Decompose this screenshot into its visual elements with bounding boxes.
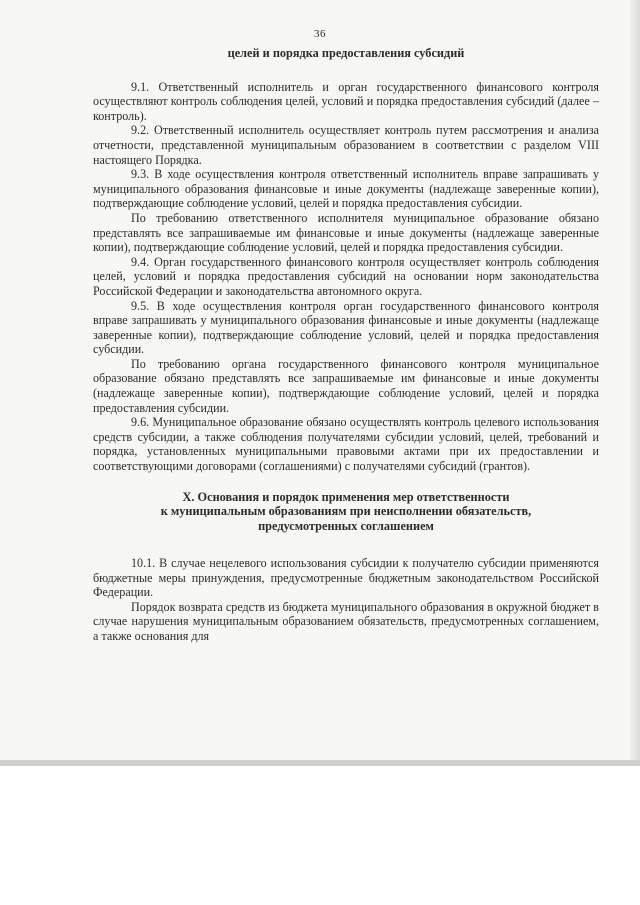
section-x-heading-line-3: предусмотренных соглашением [258, 519, 434, 534]
document-body [93, 46, 599, 644]
scan-edge-right [630, 0, 640, 766]
paragraph-9-2: 9.2. Ответственный исполнитель осуществляет контроль путем рассмотрения и анализа отчетности, представленной муниципальным образованием в соответствии с разделом VIII настоящего Порядка. [93, 123, 599, 167]
paragraph-10-1: 10.1. В случае нецелевого использования субсидии к получателю субсидии применяются бюджетные меры принуждения, предусмотренные бюджетным законодательством Российской Федерации. [93, 556, 599, 600]
paragraph-9-6: 9.6. Муниципальное образование обязано осуществлять контроль целевого использования средств субсидии, а также соблюдения получателями субсидии условий, целей, требований и порядка, установленных муниципальными правовыми актами при их предоставлении и соответствующими договорами (соглашениями) с получателями субсидий (грантов). [93, 415, 599, 474]
paragraph-9-3: 9.3. В ходе осуществления контроля ответственный исполнитель вправе запрашивать у муниципального образования финансовые и иные документы (надлежаще заверенные копии), подтверждающие соблюдение условий, целей и порядка предоставления субсидии. [93, 167, 599, 211]
paragraph-9-3-cont: По требованию ответственного исполнителя муниципальное образование обязано представлять все запрашиваемые им финансовые и иные документы (надлежаще заверенные копии), подтверждающие соблюдение условий, целей и порядка предоставления субсидии. [93, 210, 599, 255]
paragraph-9-5-cont: По требованию органа государственного финансового контроля муниципальное образование обязано представлять все запрашиваемые им финансовые и иные документы (надлежаще заверенные копии), подтверждающие соблюдение условий, целей и порядка предоставления субсидии. [93, 356, 599, 415]
paragraph-9-1: 9.1. Ответственный исполнитель и орган государственного финансового контроля осуществляют контроль соблюдения целей, условий и порядка предоставления субсидий (далее – контроль). [93, 79, 599, 123]
top-heading: целей и порядка предоставления субсидий [227, 46, 465, 60]
section-x-heading-line-2: к муниципальным образованиям при неисполнении обязательств, [160, 504, 532, 519]
paragraph-10-1-cont: Порядок возврата средств из бюджета муниципального образования в окружной бюджет в случае нарушения муниципальным образованием обязательств, предусмотренных соглашением, а также основания для [93, 599, 599, 643]
page-number: 36 [314, 28, 326, 40]
section-x-heading [93, 490, 599, 534]
scan-edge-bottom [0, 760, 640, 766]
paragraph-9-5: 9.5. В ходе осуществления контроля орган государственного финансового контроля вправе запрашивать у муниципального образования финансовые и иные документы (надлежаще заверенные копии), подтверждающие соблюдение условий, целей и порядка предоставления субсидии. [93, 298, 599, 357]
paragraph-9-4: 9.4. Орган государственного финансового контроля осуществляет контроль соблюдения целей, условий и порядка предоставления субсидий на основании норм законодательства Российской Федерации и законодательства автономного округа. [93, 254, 599, 298]
section-x-heading-line-1: X. Основания и порядок применения мер ответственности [182, 489, 510, 504]
